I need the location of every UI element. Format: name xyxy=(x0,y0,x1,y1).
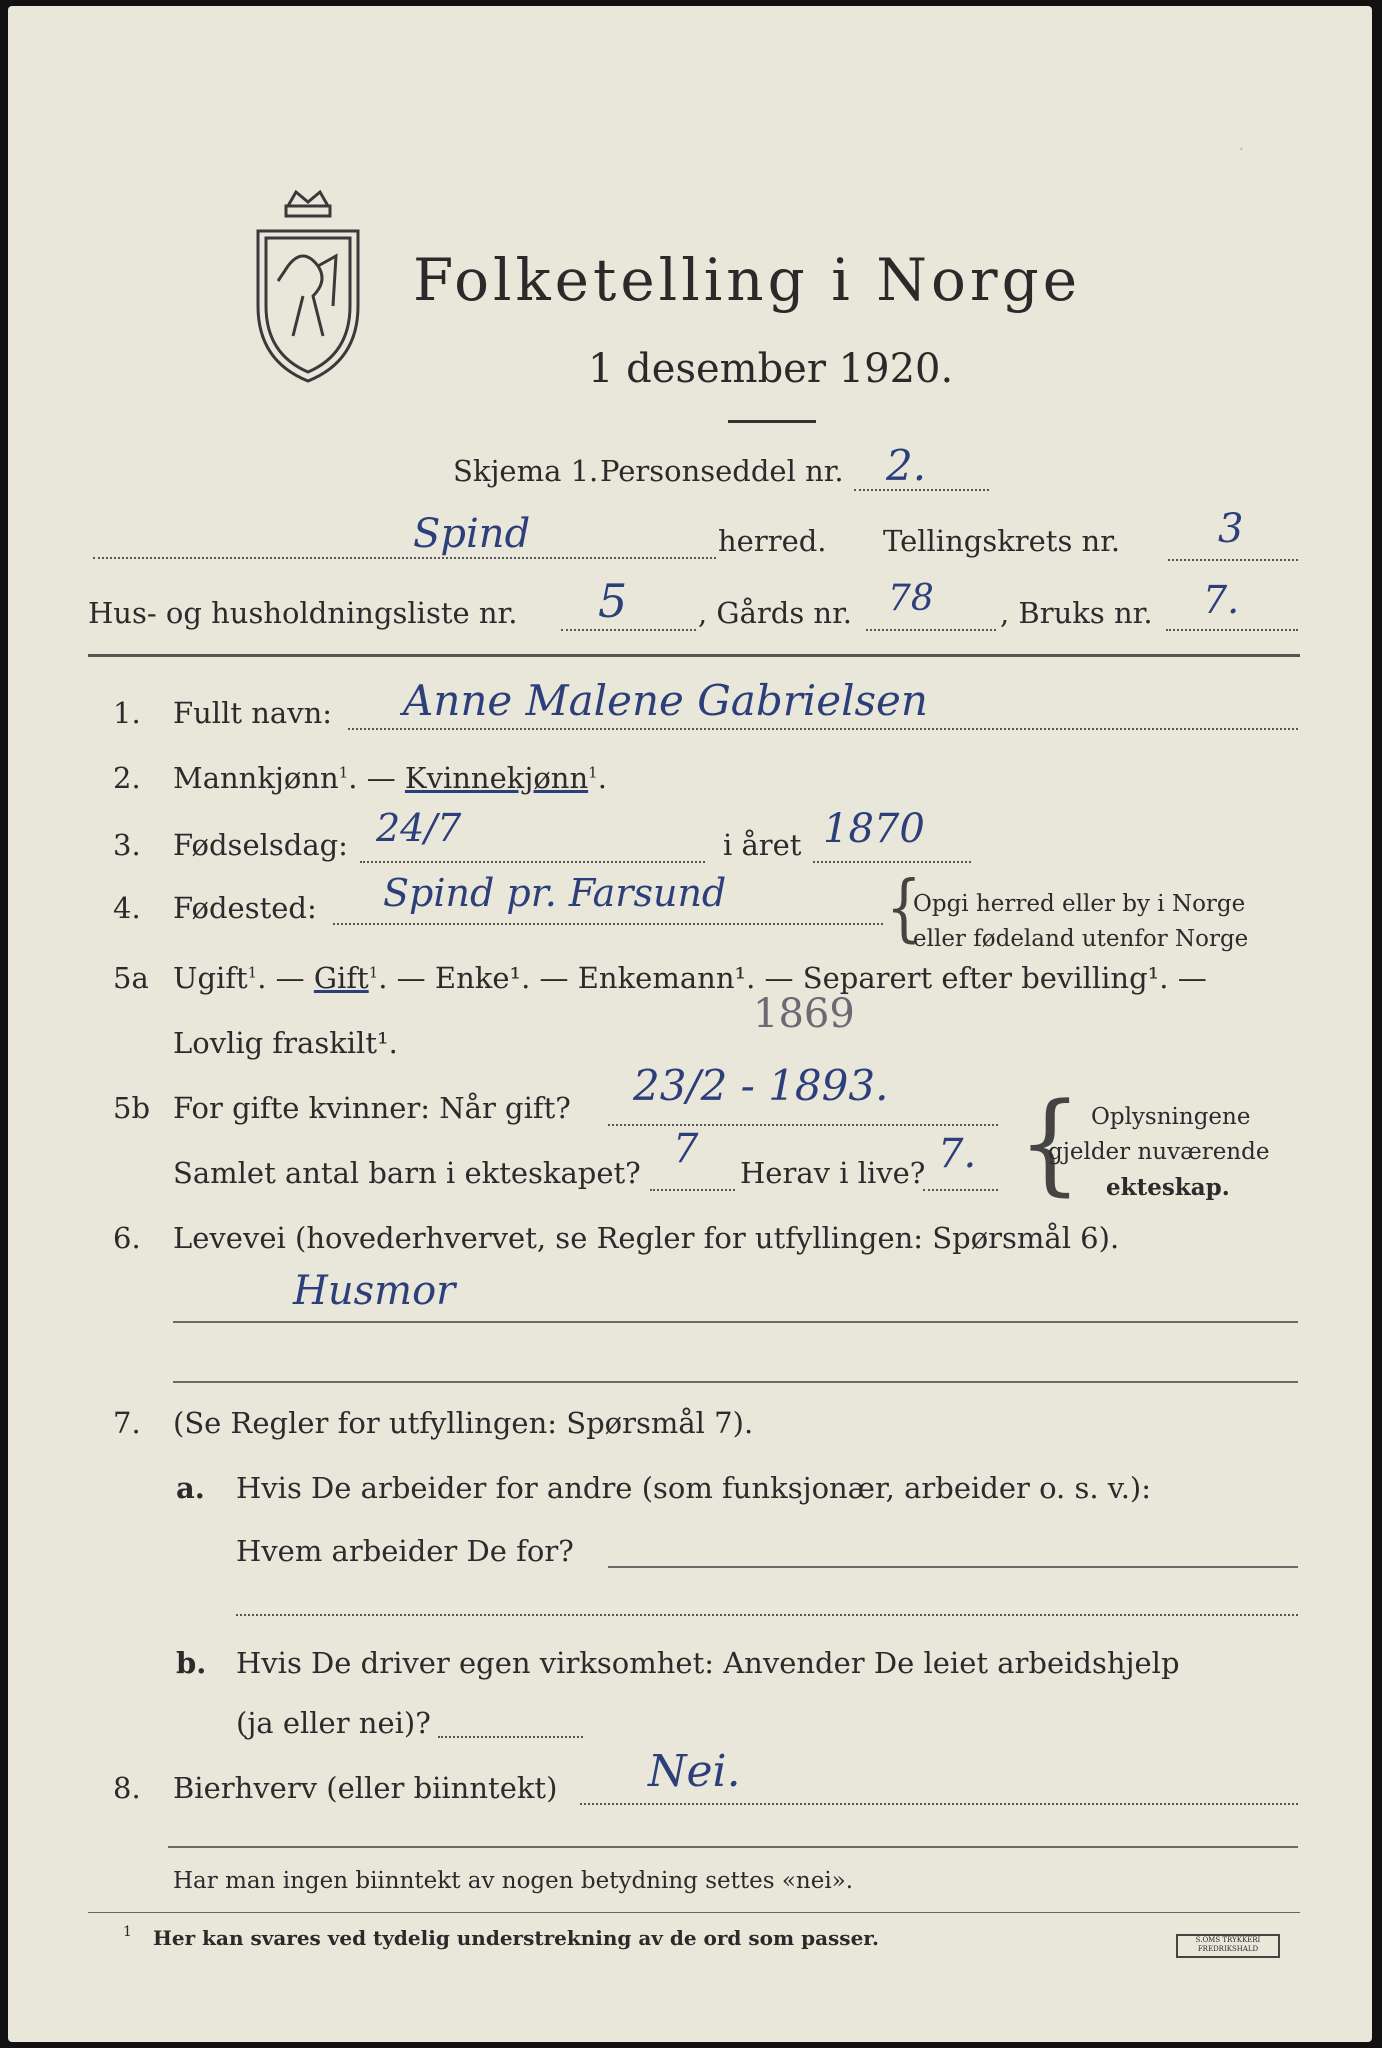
husholdningsliste-label: Hus- og husholdningsliste nr. xyxy=(88,596,518,630)
form-title: Folketelling i Norge xyxy=(413,246,1082,314)
q4-note-line1: Opgi herred eller by i Norge xyxy=(913,891,1246,917)
gards-value[interactable]: 78 xyxy=(888,578,934,619)
q7a-field-line-2 xyxy=(236,1614,1298,1616)
q5b-married-field-line xyxy=(608,1124,998,1126)
q7b-letter: b. xyxy=(176,1646,207,1680)
norwegian-coat-of-arms-icon xyxy=(248,186,368,386)
option-kvinnekjonn[interactable]: Kvinnekjønn xyxy=(404,761,589,795)
occupation-value[interactable]: Husmor xyxy=(293,1268,456,1314)
children-value[interactable]: 7 xyxy=(673,1126,699,1172)
q5a-annotation: 1869 xyxy=(753,991,855,1037)
children-field-line xyxy=(650,1189,735,1191)
birth-year-value[interactable]: 1870 xyxy=(823,806,925,852)
q6-field-line-2 xyxy=(173,1381,1298,1383)
q8-field-line xyxy=(580,1803,1298,1805)
husholdningsliste-value[interactable]: 5 xyxy=(598,574,628,628)
personseddel-value[interactable]: 2. xyxy=(886,441,927,490)
skjema-label: Skjema 1. xyxy=(453,454,599,488)
q2-number: 2. xyxy=(113,761,141,795)
children-label: Samlet antal barn i ekteskapet? xyxy=(173,1156,641,1190)
footer-note: Har man ingen biinntekt av nogen betydning settes «nei». xyxy=(173,1868,854,1894)
q3-number: 3. xyxy=(113,828,141,862)
q7a-field-line-1 xyxy=(608,1566,1298,1568)
bleed-through-text: . xyxy=(1238,131,1245,156)
q2-end: . xyxy=(597,761,607,795)
tellingskrets-value[interactable]: 3 xyxy=(1218,506,1244,552)
bruks-field-line xyxy=(1166,629,1298,631)
q7-label: (Se Regler for utfyllingen: Spørsmål 7). xyxy=(173,1406,754,1440)
footnote-separator xyxy=(88,1912,1300,1913)
q5b-number: 5b xyxy=(113,1091,151,1125)
alive-label: Herav i live? xyxy=(740,1156,926,1190)
q6-number: 6. xyxy=(113,1221,141,1255)
q7b-line1: Hvis De driver egen virksomhet: Anvender De leiet arbeidshjelp xyxy=(236,1646,1180,1680)
q1-field-line xyxy=(348,728,1298,730)
q5a-line1: Ugift$^1$. — Gift$^1$. — Enke¹. — Enkemann¹. — Separert efter bevilling¹. — xyxy=(173,961,1207,995)
census-form-page xyxy=(8,6,1372,2042)
q4-field-line xyxy=(333,923,883,925)
q3-year-field-line xyxy=(813,861,971,863)
q7a-line2: Hvem arbeider De for? xyxy=(236,1534,574,1568)
gards-label: , Gårds nr. xyxy=(698,596,852,630)
q7b-line2: (ja eller nei)? xyxy=(236,1706,431,1740)
q7a-line1: Hvis De arbeider for andre (som funksjonær, arbeider o. s. v.): xyxy=(236,1471,1152,1505)
personseddel-label: Personseddel nr. xyxy=(600,454,844,488)
q6-field-line-1 xyxy=(173,1321,1298,1323)
q7b-field-line xyxy=(438,1736,583,1738)
census-date: 1 desember 1920. xyxy=(588,346,954,392)
q1-number: 1. xyxy=(113,696,141,730)
herred-label: herred. xyxy=(718,524,827,558)
q5b-note-line2: gjelder nuværende xyxy=(1048,1139,1270,1165)
bruks-value[interactable]: 7. xyxy=(1203,578,1240,622)
q6-label: Levevei (hovederhvervet, se Regler for utfyllingen: Spørsmål 6). xyxy=(173,1221,1120,1255)
q5b-note-line3: ekteskap. xyxy=(1106,1174,1230,1201)
q2-separator: . — xyxy=(348,761,396,795)
title-divider xyxy=(728,420,816,423)
q3-label: Fødselsdag: xyxy=(173,828,348,862)
q4-note-brace: { xyxy=(886,866,922,951)
q4-number: 4. xyxy=(113,891,141,925)
gards-field-line xyxy=(866,629,996,631)
option-gift[interactable]: Gift xyxy=(313,961,369,995)
q8-number: 8. xyxy=(113,1771,141,1805)
q5b-label: For gifte kvinner: Når gift? xyxy=(173,1091,571,1125)
q5a-other-options: . — Enke¹. — Enkemann¹. — Separert efter bevilling¹. — xyxy=(378,961,1207,995)
married-date-value[interactable]: 23/2 - 1893. xyxy=(633,1061,889,1110)
q7-number: 7. xyxy=(113,1406,141,1440)
footnote-number: 1 xyxy=(123,1924,132,1940)
printer-stamp: S.OMS TRYKKERI FREDRIKSHALD xyxy=(1176,1934,1280,1958)
option-ugift[interactable]: Ugift xyxy=(173,961,248,995)
alive-field-line xyxy=(923,1189,998,1191)
footnote-text: Her kan svares ved tydelig understrekning av de ord som passer. xyxy=(153,1926,879,1950)
side-income-value[interactable]: Nei. xyxy=(648,1746,741,1797)
q4-note-line2: eller fødeland utenfor Norge xyxy=(913,926,1249,952)
q8-label: Bierhverv (eller biinntekt) xyxy=(173,1771,558,1805)
option-mannkjonn[interactable]: Mannkjønn xyxy=(173,761,339,795)
tellingskrets-label: Tellingskrets nr. xyxy=(883,524,1121,558)
q7a-letter: a. xyxy=(176,1471,205,1505)
alive-value[interactable]: 7. xyxy=(938,1131,977,1177)
herred-value[interactable]: Spind xyxy=(413,511,531,557)
q5a-line2: Lovlig fraskilt¹. xyxy=(173,1026,398,1060)
year-label: i året xyxy=(723,828,802,862)
herred-field-line xyxy=(93,557,716,559)
q1-label: Fullt navn: xyxy=(173,696,333,730)
full-name-value[interactable]: Anne Malene Gabrielsen xyxy=(403,676,928,725)
q5a-number: 5a xyxy=(113,961,149,995)
q2-line: Mannkjønn$^1$. — Kvinnekjønn$^1$. xyxy=(173,761,607,795)
q5a-separator: . — xyxy=(257,961,305,995)
bruks-label: , Bruks nr. xyxy=(1000,596,1153,630)
birthplace-value[interactable]: Spind pr. Farsund xyxy=(383,871,727,915)
q5b-note-line1: Oplysningene xyxy=(1091,1104,1251,1130)
footer-separator xyxy=(168,1846,1298,1848)
header-separator xyxy=(88,654,1300,657)
birth-day-value[interactable]: 24/7 xyxy=(376,806,462,850)
q5b-note-brace: { xyxy=(1018,1078,1082,1207)
q3-day-field-line xyxy=(360,861,705,863)
q4-label: Fødested: xyxy=(173,891,317,925)
husholdningsliste-field-line xyxy=(561,629,696,631)
tellingskrets-field-line xyxy=(1168,559,1298,561)
